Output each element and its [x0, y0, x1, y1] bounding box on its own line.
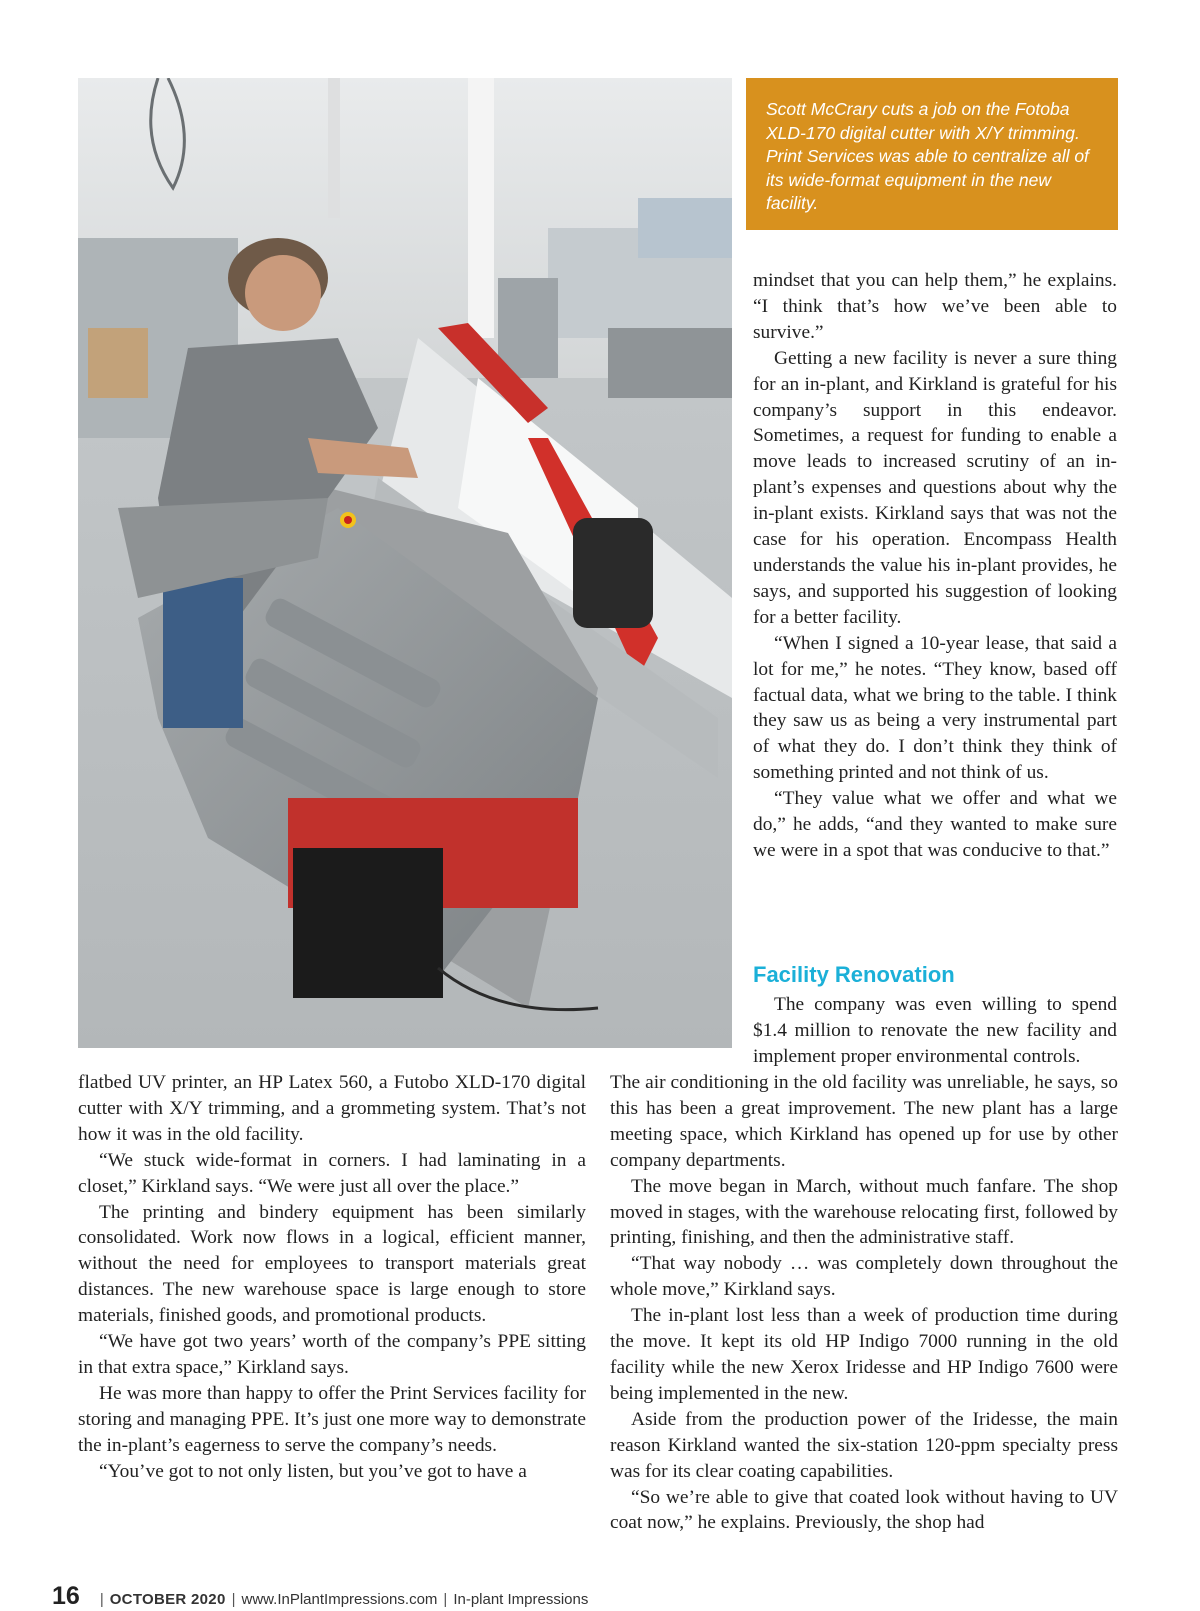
right-column-top — [753, 268, 1117, 864]
page-number: 16 — [52, 1582, 80, 1610]
photo-caption — [746, 78, 1118, 230]
body-paragraph: mindset that you can help them,” he explains. “I think that’s how we’ve been able to survive.” — [753, 270, 1117, 343]
body-paragraph: The company was even willing to spend $1.4 million to renovate the new facility and implement proper environmental controls. — [753, 994, 1117, 1067]
section-heading: Facility Renovation — [753, 962, 955, 987]
body-paragraph: He was more than happy to offer the Print Services facility for storing and managing PPE. It’s just one more way to demonstrate the in-plant’s eagerness to serve the company’s needs. — [78, 1382, 586, 1456]
photo-illustration — [78, 78, 732, 1048]
page-footer — [52, 1582, 588, 1611]
footer-separator: | — [99, 1591, 104, 1608]
article-photo — [78, 78, 732, 1048]
footer-separator: | — [443, 1591, 448, 1608]
body-paragraph: “They value what we offer and what we do,” he adds, “and they wanted to make sure we were in a spot that was conducive to that.” — [753, 788, 1117, 861]
left-column — [78, 1070, 586, 1485]
body-paragraph: “So we’re able to give that coated look without having to UV coat now,” he explains. Previously, the shop had — [610, 1486, 1118, 1534]
magazine-name: In-plant Impressions — [453, 1591, 589, 1608]
body-paragraph: The printing and bindery equipment has been similarly consolidated. Work now flows in a logical, efficient manner, without the need for employees to transport materials great distances. The new warehouse space is large enough to store materials, finished goods, and promotional products. — [78, 1201, 586, 1327]
website-link[interactable]: www.InPlantImpressions.com — [241, 1591, 438, 1608]
body-paragraph: The air conditioning in the old facility was unreliable, he says, so this has been a great improvement. The new plant has a large meeting space, which Kirkland has opened up for use by other company departments. — [610, 1072, 1118, 1171]
issue-date: OCTOBER 2020 — [109, 1591, 226, 1608]
footer-separator: | — [231, 1591, 236, 1608]
body-paragraph: “We stuck wide-format in corners. I had laminating in a closet,” Kirkland says. “We were just all over the place.” — [78, 1149, 586, 1197]
body-paragraph: Aside from the production power of the Iridesse, the main reason Kirkland wanted the six-station 120-ppm specialty press was for its clear coating capabilities. — [610, 1408, 1118, 1482]
right-column-bottom — [610, 1070, 1118, 1536]
body-paragraph: Getting a new facility is never a sure thing for an in-plant, and Kirkland is grateful for his company’s support in this endeavor. Sometimes, a request for funding to enable a move leads to increased scrutiny of an in-plant’s expenses and questions about why the in-plant exists. Kirkland says that was not the case for his operation. Encompass Health understands the value his in-plant provides, he says, and supported his suggestion of looking for a better facility. — [753, 347, 1117, 628]
body-paragraph: “We have got two years’ worth of the company’s PPE sitting in that extra space,” Kirkland says. — [78, 1331, 586, 1378]
caption-text: Scott McCrary cuts a job on the Fotoba XLD-170 digital cutter with X/Y trimming. Print Services was able to centralize all of its wide-format equipment in the new facility. — [766, 99, 1089, 214]
body-paragraph: “You’ve got to not only listen, but you’ve got to have a — [99, 1460, 527, 1482]
body-paragraph: The in-plant lost less than a week of production time during the move. It kept its old HP Indigo 7000 running in the old facility while the new Xerox Iridesse and HP Indigo 7600 were being implemented in the new. — [610, 1305, 1118, 1404]
body-paragraph: “When I signed a 10-year lease, that said a lot for me,” he notes. “They know, based off factual data, what we bring to the table. I think they saw us as being a very instrumental part of what they do. I don’t think they think of something printed and not think of us. — [753, 632, 1117, 784]
body-paragraph: “That way nobody … was completely down throughout the whole move,” Kirkland says. — [610, 1253, 1118, 1301]
body-paragraph: The move began in March, without much fanfare. The shop moved in stages, with the warehouse relocating first, followed by printing, finishing, and then the administrative staff. — [610, 1175, 1118, 1249]
body-paragraph: flatbed UV printer, an HP Latex 560, a Futobo XLD-170 digital cutter with X/Y trimming, and a grommeting system. That’s not how it was in the old facility. — [78, 1072, 586, 1145]
